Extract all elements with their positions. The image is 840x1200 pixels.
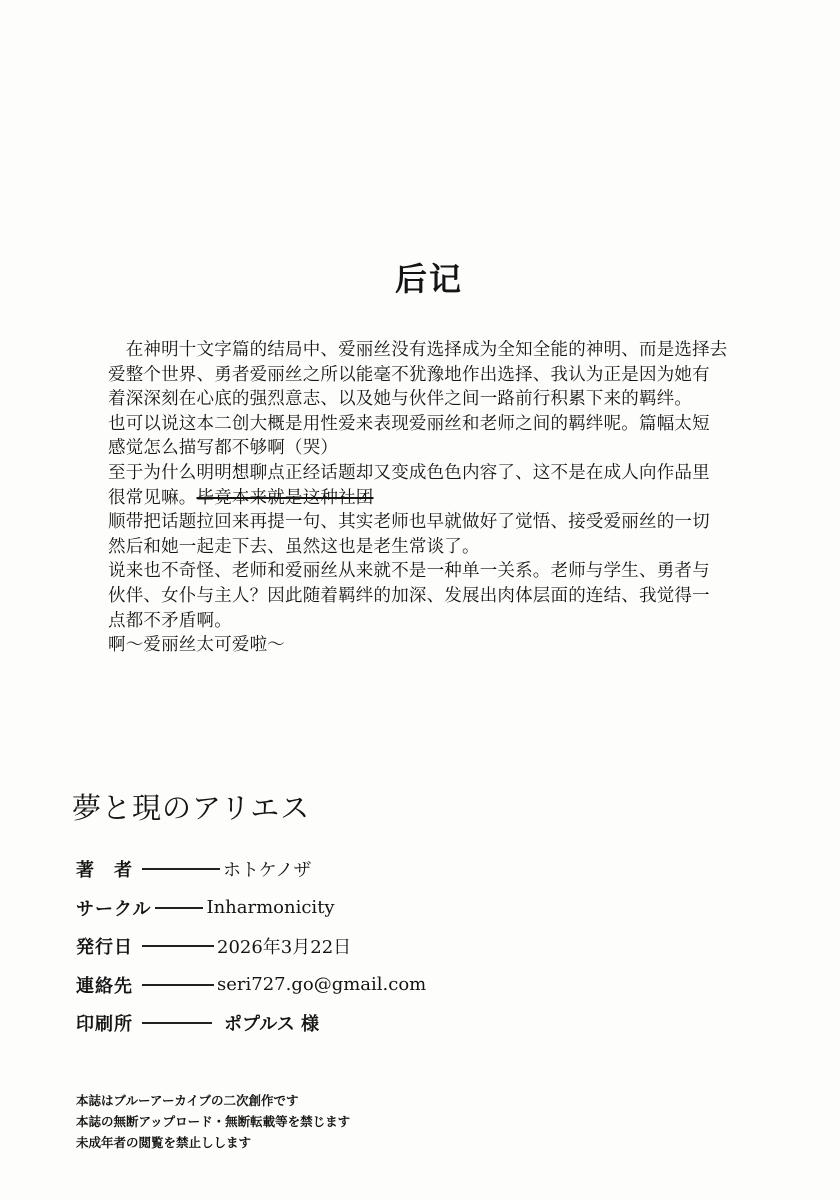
afterword-line: 也可以说这本二创大概是用性爱来表现爱丽丝和老师之间的羁绊呢。篇幅太短 [108,413,710,434]
afterword-line-text: 很常见嘛。 [108,487,197,508]
struck-through-text: 毕竟本来就是这种社团 [196,487,374,508]
leader-dash [142,984,214,986]
legal-note: 本誌はブルーアーカイブの二次創作です [76,1093,299,1108]
afterword-line: 感觉怎么描写都不够啊（哭） [108,438,339,459]
afterword-line: 爱整个世界、勇者爱丽丝之所以能毫不犹豫地作出选择、我认为正是因为她有 [108,364,710,385]
date-label: 発行日 [76,937,133,959]
afterword-line: 说来也不奇怪、老师和爱丽丝从来就不是一种单一关系。老师与学生、勇者与 [108,561,710,582]
leader-dash [142,1022,212,1024]
afterword-line: 在神明十文字篇的结局中、爱丽丝没有选择成为全知全能的神明、而是选择去 [108,340,728,360]
circle-label: サークル [76,898,152,920]
afterword-line: 顺带把话题拉回来再提一句、其实老师也早就做好了觉悟、接受爱丽丝的一切 [108,512,710,533]
author-label: 著 者 [76,860,133,882]
colophon-row-contact [76,966,776,1005]
author-value: ホトケノザ [223,860,312,882]
book-title: 夢と現のアリエス [72,791,311,825]
circle-value: Inharmonicity [206,897,335,919]
leader-dash [155,907,203,909]
afterword-line: 至于为什么明明想聊点正经话题却又变成色色内容了、这不是在成人向作品里 [108,462,710,483]
afterword-line: 伙伴、女仆与主人？因此随着羁绊的加深、发展出肉体层面的连结、我觉得一 [108,585,710,606]
date-value: 2026年3月22日 [217,937,352,959]
printer-label: 印刷所 [76,1014,133,1036]
printer-value: ポプルス 様 [224,1014,320,1036]
afterword-title: 后记 [394,260,463,298]
afterword-line: 然后和她一起走下去、虽然这也是老生常谈了。 [108,536,480,557]
leader-dash [142,868,220,870]
afterword-body [108,338,748,658]
colophon-row-author [76,850,776,889]
legal-notes [76,1090,350,1153]
legal-note: 未成年者の閲覧を禁止しします [76,1135,252,1150]
afterword-line: 点都不矛盾啊。 [108,610,232,631]
leader-dash [142,945,214,947]
afterword-line: 啊～爱丽丝太可爱啦～ [108,635,285,656]
contact-label: 連絡先 [76,975,133,997]
colophon [76,850,776,1043]
contact-value: seri727.go@gmail.com [217,974,427,996]
afterword-line-with-strike [108,486,748,511]
colophon-row-printer [76,1004,776,1043]
legal-note: 本誌の無断アップロード・無断転載等を禁じます [76,1114,351,1129]
colophon-row-circle [76,889,776,928]
colophon-row-date [76,927,776,966]
afterword-line: 着深深刻在心底的强烈意志、以及她与伙伴之间一路前行积累下来的羁绊。 [108,389,693,410]
